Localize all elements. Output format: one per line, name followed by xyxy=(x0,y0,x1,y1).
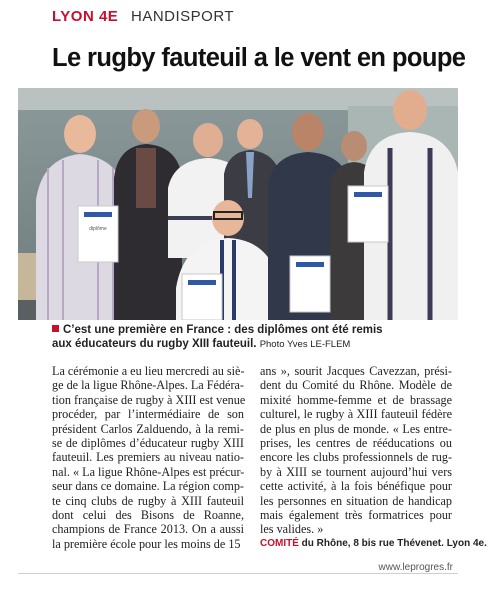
section-label: LYON 4E xyxy=(52,8,119,25)
article-line: by à XIII se tournent aujourd’hui vers xyxy=(260,464,452,479)
article-line: ans », sourit Jacques Cavezzan, prési- xyxy=(260,364,452,378)
rubric-label: HANDISPORT xyxy=(130,8,235,25)
article-line: dont celui des Bisons de Roanne, xyxy=(52,507,244,522)
contact-tag: COMITÉ xyxy=(260,537,299,549)
article-column-right xyxy=(260,364,487,551)
contact-info xyxy=(260,537,487,551)
caption-line-2: aux éducateurs du rugby XIII fauteuil. xyxy=(52,338,257,350)
contact-address: du Rhône, 8 bis rue Thévenet. Lyon 4e. xyxy=(298,537,487,549)
article-line: dent du Comité du Rhône. Modèle de xyxy=(260,378,452,393)
headline: Le rugby fauteuil a le vent en poupe xyxy=(52,44,466,72)
article-line: mixité homme-femme et de brassage xyxy=(260,392,452,407)
article-line: champions de France 2013. On a aussi xyxy=(52,522,244,537)
article-line: prises, les centres de rééducations ou xyxy=(260,435,452,450)
article-line: mais également très formatrices pour xyxy=(260,507,452,522)
photo-caption xyxy=(52,323,462,352)
article-line: encore les clubs professionnels de rug- xyxy=(260,450,452,465)
footer-rule xyxy=(18,573,458,574)
article-line: de plus en plus de monde. « Les entre- xyxy=(260,421,452,436)
diploma-2 xyxy=(182,274,222,320)
article-line: culturel, le rugby à XIII fauteuil fédère xyxy=(260,407,452,422)
article-line: procéder, par l’intermédiaire de son xyxy=(52,407,244,422)
article-photo xyxy=(18,88,458,320)
article-line: les personnes en situation de handicap xyxy=(260,493,452,508)
article-line: se de diplômes d’éducateur rugby XIII xyxy=(52,435,244,450)
article-line: président Carlos Zalduendo, à la remi- xyxy=(52,421,244,436)
article-line: tion française de rugby à XIII est venue xyxy=(52,392,246,407)
diploma-3 xyxy=(290,256,330,312)
diploma-4 xyxy=(348,186,388,242)
caption-line-1: C’est une première en France : des diplômes ont été remis xyxy=(63,324,383,336)
photo-credit: Photo Yves LE-FLEM xyxy=(259,339,351,350)
site-url: www.leprogres.fr xyxy=(378,562,453,573)
photo-illustration xyxy=(18,88,458,320)
article-line: cette activité, à la fois bénéfique pour xyxy=(260,479,452,494)
kicker xyxy=(52,8,234,25)
diploma-1 xyxy=(78,206,118,262)
article-line: les valides. » xyxy=(260,522,324,537)
svg-text:diplôme: diplôme xyxy=(89,226,107,232)
article-line: ge de la ligue Rhône-Alpes. La Fédéra- xyxy=(52,378,244,393)
article-line: La cérémonie a eu lieu mercredi au siè- xyxy=(52,364,245,378)
article-column-left xyxy=(52,364,244,551)
article-line: fauteuil. Les premiers au niveau natio- xyxy=(52,450,244,465)
article-line: seur dans ce domaine. La région comp- xyxy=(52,479,244,494)
caption-marker xyxy=(52,325,59,332)
article-line: nal. « La ligue Rhône-Alpes est précur- xyxy=(52,464,245,479)
article-line: la première école pour les moins de 15 xyxy=(52,536,241,551)
article-line: te cinq clubs de rugby à XIII fauteuil xyxy=(52,493,244,508)
